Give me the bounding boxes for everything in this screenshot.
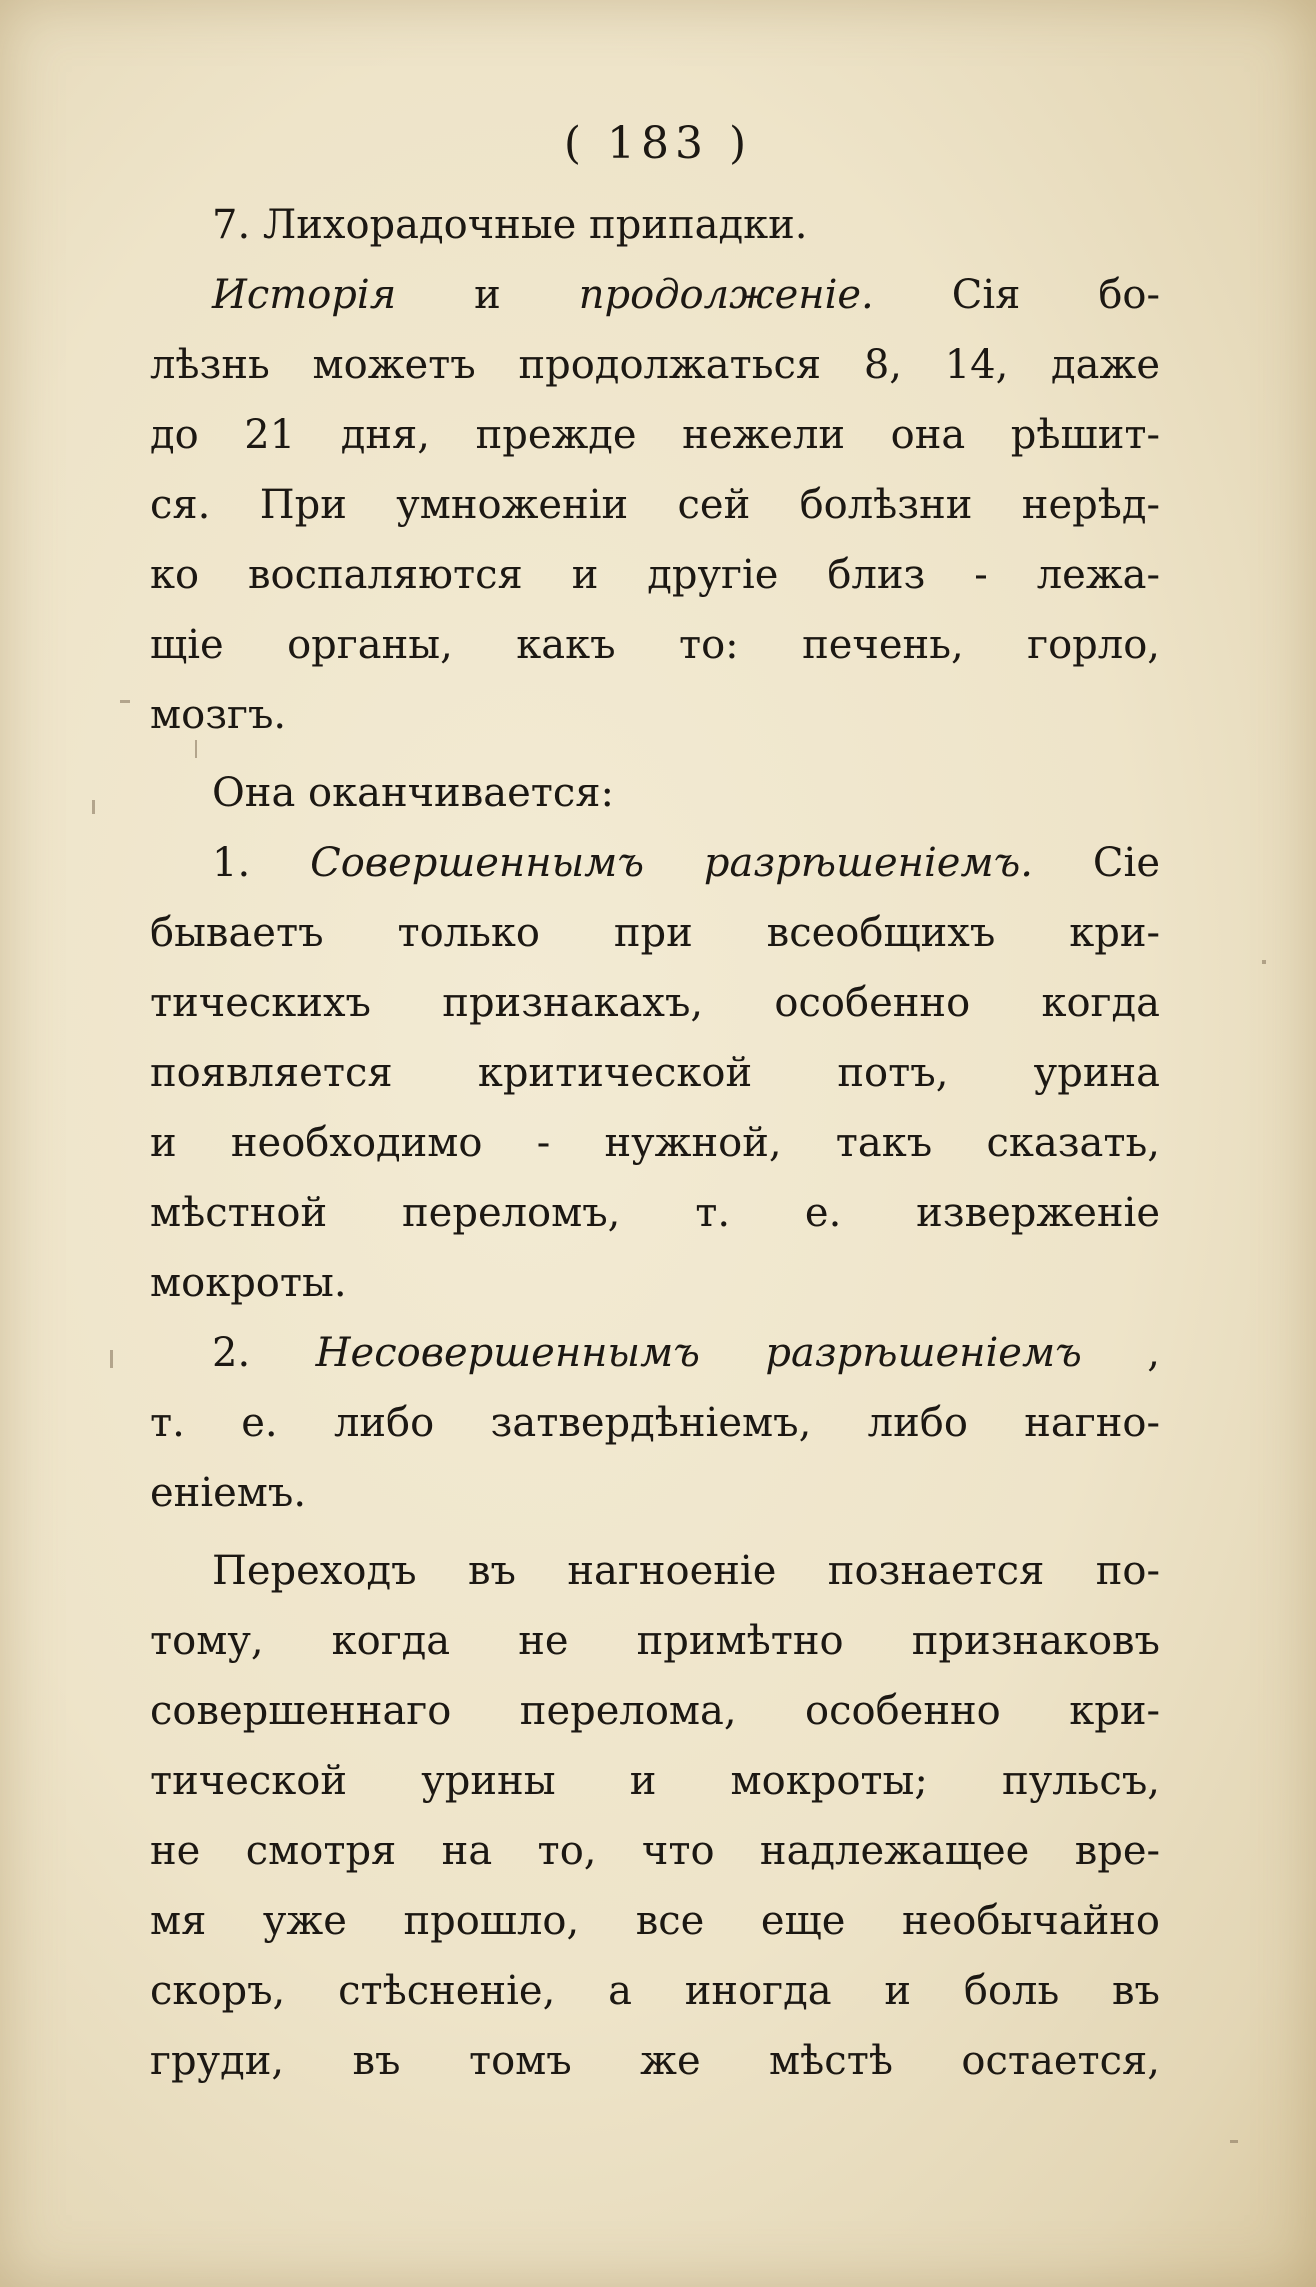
- text-line: появляется критической потъ, урина: [150, 1050, 1160, 1096]
- margin-speck: [195, 740, 197, 758]
- body-text: [150, 190, 1160, 2096]
- text-line: тическихъ признакахъ, особенно когда: [150, 980, 1160, 1026]
- page-number: ( 183 ): [563, 118, 753, 169]
- margin-speck: [1262, 960, 1266, 964]
- text-line: совершеннаго перелома, особенно кри-: [150, 1688, 1160, 1734]
- text-line: бываетъ только при всеобщихъ кри-: [150, 910, 1160, 956]
- text-line: мѣстной переломъ, т. е. изверженіе: [150, 1190, 1160, 1236]
- text-line: ся. При умноженіи сей болѣзни нерѣд-: [150, 482, 1160, 528]
- text-line: лѣзнь можетъ продолжаться 8, 14, даже: [150, 342, 1160, 388]
- margin-speck: [110, 1350, 113, 1368]
- text-line: ко воспаляются и другіе близ - лежа-: [150, 552, 1160, 598]
- text-line: тому, когда не примѣтно признаковъ: [150, 1618, 1160, 1664]
- text-line: Она оканчивается:: [212, 770, 614, 816]
- margin-speck: [120, 700, 130, 703]
- text-line: скоръ, стѣсненіе, а иногда и боль въ: [150, 1968, 1160, 2014]
- text-line: мя уже прошло, все еще необычайно: [150, 1898, 1160, 1944]
- text-line: не смотря на то, что надлежащее вре-: [150, 1828, 1160, 1874]
- text-line: мозгъ.: [150, 692, 287, 738]
- margin-speck: [92, 800, 95, 814]
- margin-speck: [1230, 2140, 1238, 2143]
- text-line: щіе органы, какъ то: печень, горло,: [150, 622, 1160, 668]
- text-line: Переходъ въ нагноеніе познается по-: [212, 1548, 1160, 1594]
- text-line: до 21 дня, прежде нежели она рѣшит-: [150, 412, 1160, 458]
- text-line: груди, въ томъ же мѣстѣ остается,: [150, 2038, 1160, 2084]
- text-line: и необходимо - нужной, такъ сказать,: [150, 1120, 1160, 1166]
- text-line: мокроты.: [150, 1260, 347, 1306]
- text-line: 7. Лихорадочные припадки.: [212, 202, 808, 248]
- text-line: тической урины и мокроты; пульсъ,: [150, 1758, 1160, 1804]
- text-line: т. е. либо затвердѣніемъ, либо нагно-: [150, 1400, 1160, 1446]
- text-line: 2. Несовершеннымъ разрѣшеніемъ ,: [212, 1330, 1160, 1376]
- text-line: еніемъ.: [150, 1470, 307, 1516]
- text-line: Исторія и продолженіе. Сія бо-: [212, 272, 1160, 318]
- text-line: 1. Совершеннымъ разрѣшеніемъ. Сіе: [212, 840, 1160, 886]
